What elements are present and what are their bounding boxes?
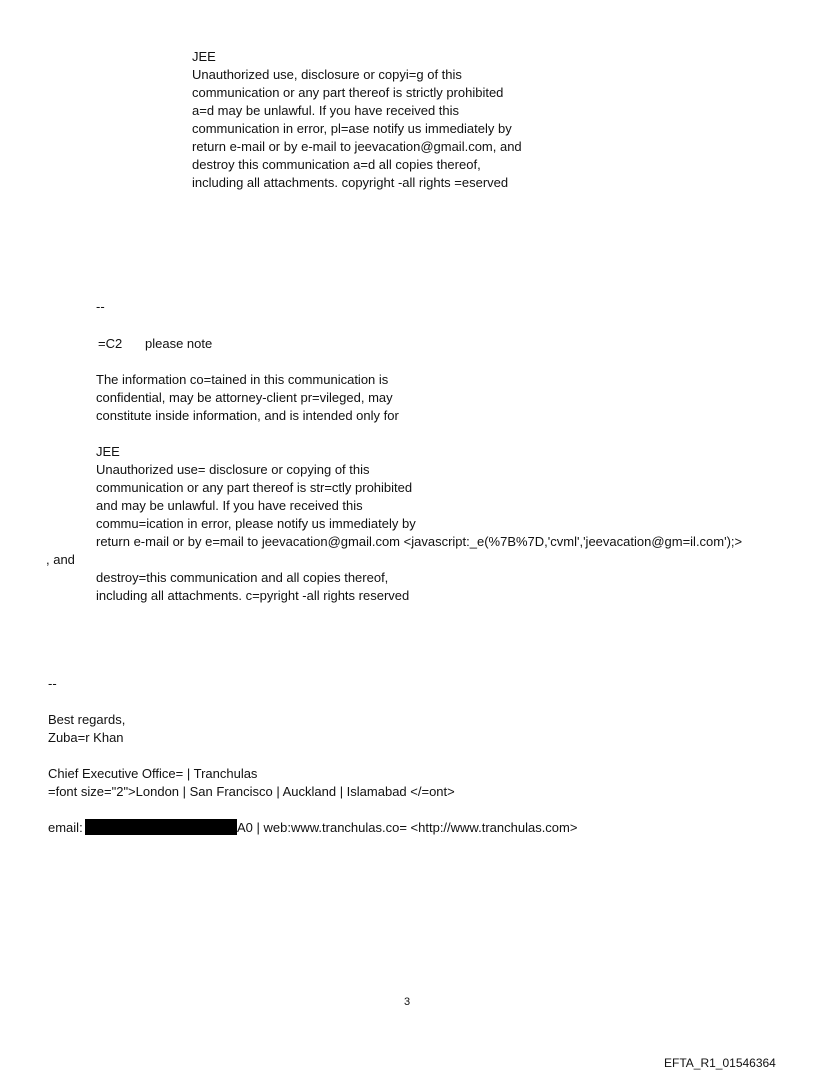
page-number: 3 [404, 996, 411, 1008]
note-prefix: =C2 [98, 336, 123, 351]
inner-disclaimer-line: return e-mail or by e-mail to jeevacation@gmail.com, and [192, 139, 522, 154]
inner-disclaimer-line: Unauthorized use, disclosure or copyi=g of this [192, 67, 462, 82]
confidential-line: constitute inside information, and is intended only for [96, 408, 399, 423]
signature-company-block [48, 765, 455, 801]
inner-disclaimer-line: JEE [192, 49, 216, 64]
outer-disclaimer-line: destroy=this communication and all copies thereof, [96, 570, 389, 585]
outer-disclaimer-line: and may be unlawful. If you have received this [96, 498, 363, 513]
signature-greeting: Best regards, [48, 712, 126, 727]
inner-disclaimer-line: a=d may be unlawful. If you have received this [192, 103, 460, 118]
signature-title: Chief Executive Office= | Tranchulas [48, 766, 258, 781]
redaction-box [85, 819, 237, 835]
inner-disclaimer-line: including all attachments. copyright -all rights =eserved [192, 175, 509, 190]
confidential-line: The information co=tained in this communication is [96, 372, 389, 387]
outer-disclaimer-line: commu=ication in error, please notify us immediately by [96, 516, 416, 531]
signature-separator: -- [48, 676, 57, 691]
confidential-line: confidential, may be attorney-client pr=vileged, may [96, 390, 393, 405]
quote-separator: -- [96, 299, 105, 314]
note-label: please note [145, 336, 213, 351]
outer-disclaimer-end [96, 569, 409, 605]
inner-disclaimer-block [192, 48, 522, 192]
confidential-paragraph [96, 371, 399, 425]
inner-disclaimer-line: communication in error, pl=ase notify us immediately by [192, 121, 512, 136]
outer-disclaimer-line: Unauthorized use= disclosure or copying of this [96, 462, 370, 477]
email-web-line: A0 | web:www.tranchulas.co= <http://www.tranchulas.com> [237, 820, 578, 835]
inner-disclaimer-line: communication or any part thereof is strictly prohibited [192, 85, 504, 100]
outer-disclaimer-line: return e-mail or by e=mail to jeevacation@gmail.com <javascript:_e(%7B%7D,'cvml','jeevacation@gm=il.com');> [96, 534, 743, 549]
outer-disclaimer-line: JEE [96, 444, 120, 459]
document-id: EFTA_R1_01546364 [664, 1056, 776, 1070]
outer-disclaimer-line: communication or any part thereof is str=ctly prohibited [96, 480, 413, 495]
signature-block [48, 711, 125, 747]
email-label: email: [48, 820, 83, 835]
outer-disclaimer-line: including all attachments. c=pyright -all rights reserved [96, 588, 410, 603]
outer-disclaimer-block [96, 443, 742, 551]
wrap-fragment: , and [46, 552, 75, 567]
signature-locations: =font size="2">London | San Francisco | Auckland | Islamabad </=ont> [48, 784, 455, 799]
inner-disclaimer-line: destroy this communication a=d all copies thereof, [192, 157, 481, 172]
signature-name: Zuba=r Khan [48, 730, 124, 745]
